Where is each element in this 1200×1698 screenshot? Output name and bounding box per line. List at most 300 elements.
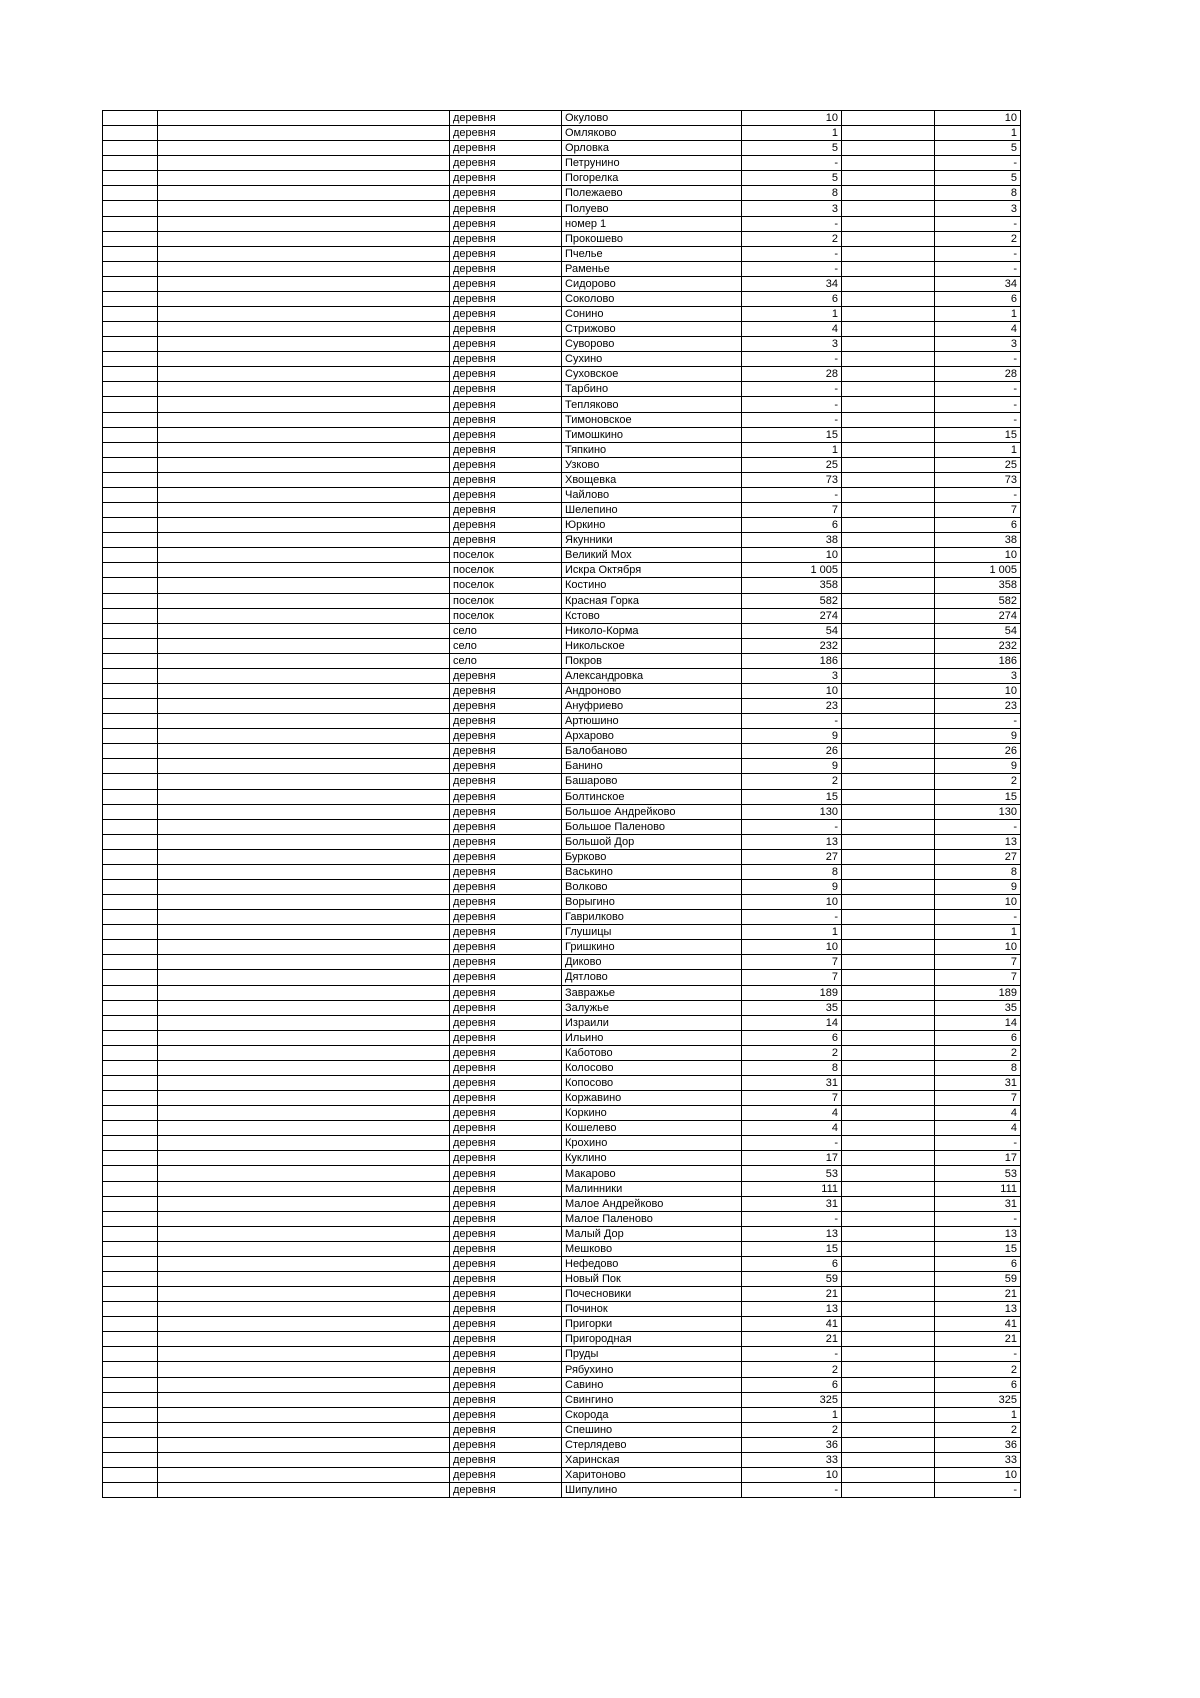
- table-row: [103, 412, 1021, 427]
- empty-cell-a: [103, 774, 158, 789]
- population-cell: 6: [742, 1030, 842, 1045]
- empty-cell-c: [842, 1332, 935, 1347]
- population-cell: -: [742, 216, 842, 231]
- population-cell: 6: [742, 518, 842, 533]
- empty-cell-a: [103, 879, 158, 894]
- population-total-cell: 4: [935, 1121, 1021, 1136]
- empty-cell-a: [103, 1045, 158, 1060]
- table-row: [103, 653, 1021, 668]
- settlement-name-cell: Тимоновское: [562, 412, 742, 427]
- settlement-name-cell: Ворыгино: [562, 895, 742, 910]
- settlement-name-cell: Пчелье: [562, 246, 742, 261]
- table-row: [103, 291, 1021, 306]
- empty-cell-a: [103, 729, 158, 744]
- population-cell: -: [742, 487, 842, 502]
- empty-cell-c: [842, 1377, 935, 1392]
- empty-cell-c: [842, 714, 935, 729]
- population-cell: -: [742, 352, 842, 367]
- settlement-name-cell: Тяпкино: [562, 442, 742, 457]
- table-row: [103, 864, 1021, 879]
- table-row: [103, 1060, 1021, 1075]
- empty-cell-c: [842, 216, 935, 231]
- empty-cell-a: [103, 397, 158, 412]
- settlement-name-cell: Бурково: [562, 849, 742, 864]
- empty-cell-b: [158, 1136, 450, 1151]
- settlement-type-cell: деревня: [450, 201, 562, 216]
- population-total-cell: 232: [935, 638, 1021, 653]
- population-total-cell: 6: [935, 1256, 1021, 1271]
- population-total-cell: 6: [935, 1030, 1021, 1045]
- table-row: [103, 623, 1021, 638]
- empty-cell-a: [103, 1091, 158, 1106]
- population-cell: 1: [742, 307, 842, 322]
- empty-cell-c: [842, 1211, 935, 1226]
- population-total-cell: 10: [935, 895, 1021, 910]
- empty-cell-c: [842, 774, 935, 789]
- empty-cell-a: [103, 457, 158, 472]
- empty-cell-a: [103, 307, 158, 322]
- population-cell: 8: [742, 186, 842, 201]
- population-total-cell: -: [935, 910, 1021, 925]
- table-row: [103, 246, 1021, 261]
- table-row: [103, 231, 1021, 246]
- empty-cell-c: [842, 623, 935, 638]
- empty-cell-b: [158, 1302, 450, 1317]
- population-total-cell: 130: [935, 804, 1021, 819]
- table-row: [103, 1272, 1021, 1287]
- settlement-type-cell: деревня: [450, 849, 562, 864]
- table-row: [103, 1091, 1021, 1106]
- empty-cell-b: [158, 1076, 450, 1091]
- table-row: [103, 1483, 1021, 1498]
- settlement-type-cell: деревня: [450, 1347, 562, 1362]
- population-cell: 2: [742, 1045, 842, 1060]
- population-total-cell: 34: [935, 276, 1021, 291]
- settlement-type-cell: деревня: [450, 683, 562, 698]
- settlement-type-cell: деревня: [450, 503, 562, 518]
- population-cell: 17: [742, 1151, 842, 1166]
- settlement-type-cell: деревня: [450, 518, 562, 533]
- settlement-name-cell: Крохино: [562, 1136, 742, 1151]
- population-total-cell: -: [935, 1347, 1021, 1362]
- empty-cell-c: [842, 1091, 935, 1106]
- table-row: [103, 940, 1021, 955]
- empty-cell-a: [103, 503, 158, 518]
- empty-cell-b: [158, 608, 450, 623]
- settlement-name-cell: Савино: [562, 1377, 742, 1392]
- population-cell: -: [742, 397, 842, 412]
- empty-cell-a: [103, 382, 158, 397]
- empty-cell-b: [158, 352, 450, 367]
- empty-cell-c: [842, 1076, 935, 1091]
- population-total-cell: 9: [935, 729, 1021, 744]
- settlement-type-cell: деревня: [450, 1000, 562, 1015]
- settlement-name-cell: Израили: [562, 1015, 742, 1030]
- empty-cell-b: [158, 427, 450, 442]
- empty-cell-a: [103, 533, 158, 548]
- table-row: [103, 397, 1021, 412]
- table-row: [103, 1136, 1021, 1151]
- settlement-type-cell: деревня: [450, 864, 562, 879]
- empty-cell-a: [103, 1226, 158, 1241]
- empty-cell-a: [103, 593, 158, 608]
- settlement-name-cell: Коржавино: [562, 1091, 742, 1106]
- settlement-name-cell: Балобаново: [562, 744, 742, 759]
- table-row: [103, 276, 1021, 291]
- settlement-name-cell: Малое Паленово: [562, 1211, 742, 1226]
- settlement-type-cell: деревня: [450, 186, 562, 201]
- empty-cell-c: [842, 955, 935, 970]
- empty-cell-b: [158, 638, 450, 653]
- empty-cell-a: [103, 789, 158, 804]
- table-row: [103, 216, 1021, 231]
- population-cell: 274: [742, 608, 842, 623]
- empty-cell-b: [158, 1091, 450, 1106]
- population-cell: 1: [742, 126, 842, 141]
- settlement-type-cell: деревня: [450, 171, 562, 186]
- settlement-name-cell: Починок: [562, 1302, 742, 1317]
- empty-cell-b: [158, 261, 450, 276]
- settlement-type-cell: деревня: [450, 141, 562, 156]
- population-total-cell: 54: [935, 623, 1021, 638]
- table-row: [103, 955, 1021, 970]
- table-row: [103, 759, 1021, 774]
- empty-cell-c: [842, 126, 935, 141]
- settlement-name-cell: Ильино: [562, 1030, 742, 1045]
- settlement-type-cell: деревня: [450, 231, 562, 246]
- settlement-type-cell: деревня: [450, 1211, 562, 1226]
- population-total-cell: -: [935, 1136, 1021, 1151]
- empty-cell-b: [158, 563, 450, 578]
- empty-cell-c: [842, 1256, 935, 1271]
- population-cell: 26: [742, 744, 842, 759]
- empty-cell-c: [842, 171, 935, 186]
- empty-cell-c: [842, 518, 935, 533]
- empty-cell-a: [103, 1181, 158, 1196]
- empty-cell-b: [158, 744, 450, 759]
- empty-cell-c: [842, 985, 935, 1000]
- population-total-cell: 2: [935, 231, 1021, 246]
- table-row: [103, 1256, 1021, 1271]
- population-total-cell: 9: [935, 879, 1021, 894]
- settlement-type-cell: деревня: [450, 1272, 562, 1287]
- population-total-cell: 33: [935, 1452, 1021, 1467]
- empty-cell-a: [103, 201, 158, 216]
- population-total-cell: -: [935, 216, 1021, 231]
- population-cell: 7: [742, 955, 842, 970]
- population-total-cell: 6: [935, 1377, 1021, 1392]
- population-cell: 41: [742, 1317, 842, 1332]
- population-total-cell: 8: [935, 1060, 1021, 1075]
- population-total-cell: -: [935, 487, 1021, 502]
- empty-cell-a: [103, 1136, 158, 1151]
- empty-cell-b: [158, 804, 450, 819]
- empty-cell-b: [158, 307, 450, 322]
- settlement-name-cell: Пригородная: [562, 1332, 742, 1347]
- empty-cell-a: [103, 1483, 158, 1498]
- empty-cell-c: [842, 608, 935, 623]
- settlement-name-cell: Копосово: [562, 1076, 742, 1091]
- empty-cell-a: [103, 246, 158, 261]
- empty-cell-a: [103, 1000, 158, 1015]
- settlement-name-cell: Скорода: [562, 1407, 742, 1422]
- empty-cell-a: [103, 895, 158, 910]
- settlement-name-cell: Банино: [562, 759, 742, 774]
- empty-cell-b: [158, 1045, 450, 1060]
- table-row: [103, 1332, 1021, 1347]
- empty-cell-a: [103, 1468, 158, 1483]
- table-row: [103, 879, 1021, 894]
- population-total-cell: 1: [935, 126, 1021, 141]
- empty-cell-b: [158, 910, 450, 925]
- population-cell: 10: [742, 548, 842, 563]
- settlement-type-cell: деревня: [450, 472, 562, 487]
- settlement-type-cell: деревня: [450, 1121, 562, 1136]
- empty-cell-c: [842, 1362, 935, 1377]
- empty-cell-b: [158, 699, 450, 714]
- settlement-type-cell: деревня: [450, 276, 562, 291]
- table-row: [103, 156, 1021, 171]
- empty-cell-a: [103, 1392, 158, 1407]
- empty-cell-c: [842, 563, 935, 578]
- empty-cell-c: [842, 1452, 935, 1467]
- empty-cell-a: [103, 970, 158, 985]
- empty-cell-c: [842, 1106, 935, 1121]
- population-total-cell: 14: [935, 1015, 1021, 1030]
- settlement-name-cell: Волково: [562, 879, 742, 894]
- table-row: [103, 518, 1021, 533]
- population-total-cell: 274: [935, 608, 1021, 623]
- empty-cell-b: [158, 774, 450, 789]
- empty-cell-c: [842, 1015, 935, 1030]
- population-total-cell: 2: [935, 774, 1021, 789]
- empty-cell-b: [158, 1015, 450, 1030]
- empty-cell-b: [158, 970, 450, 985]
- empty-cell-c: [842, 1000, 935, 1015]
- population-total-cell: 10: [935, 548, 1021, 563]
- table-row: [103, 487, 1021, 502]
- settlement-name-cell: Новый Пок: [562, 1272, 742, 1287]
- population-total-cell: -: [935, 382, 1021, 397]
- population-cell: 130: [742, 804, 842, 819]
- empty-cell-c: [842, 337, 935, 352]
- table-row: [103, 985, 1021, 1000]
- settlement-type-cell: деревня: [450, 261, 562, 276]
- settlement-type-cell: деревня: [450, 834, 562, 849]
- empty-cell-c: [842, 1272, 935, 1287]
- population-cell: 8: [742, 1060, 842, 1075]
- table-row: [103, 1121, 1021, 1136]
- table-row: [103, 1422, 1021, 1437]
- population-total-cell: -: [935, 156, 1021, 171]
- table-row: [103, 1076, 1021, 1091]
- empty-cell-a: [103, 156, 158, 171]
- settlement-name-cell: Шелепино: [562, 503, 742, 518]
- empty-cell-a: [103, 1272, 158, 1287]
- settlement-name-cell: Диково: [562, 955, 742, 970]
- settlement-name-cell: Малый Дор: [562, 1226, 742, 1241]
- settlement-type-cell: деревня: [450, 940, 562, 955]
- settlement-type-cell: деревня: [450, 126, 562, 141]
- empty-cell-a: [103, 955, 158, 970]
- population-cell: 15: [742, 1241, 842, 1256]
- settlement-type-cell: деревня: [450, 1091, 562, 1106]
- table-row: [103, 608, 1021, 623]
- empty-cell-b: [158, 337, 450, 352]
- table-row: [103, 1468, 1021, 1483]
- empty-cell-b: [158, 834, 450, 849]
- population-cell: -: [742, 1483, 842, 1498]
- empty-cell-c: [842, 1181, 935, 1196]
- empty-cell-b: [158, 940, 450, 955]
- table-row: [103, 714, 1021, 729]
- population-cell: 9: [742, 759, 842, 774]
- empty-cell-a: [103, 141, 158, 156]
- settlement-type-cell: деревня: [450, 1437, 562, 1452]
- settlement-type-cell: деревня: [450, 1422, 562, 1437]
- population-cell: 21: [742, 1287, 842, 1302]
- empty-cell-a: [103, 472, 158, 487]
- table-row: [103, 578, 1021, 593]
- table-row: [103, 729, 1021, 744]
- empty-cell-b: [158, 593, 450, 608]
- empty-cell-c: [842, 1287, 935, 1302]
- population-total-cell: 186: [935, 653, 1021, 668]
- population-total-cell: 25: [935, 457, 1021, 472]
- population-cell: 3: [742, 201, 842, 216]
- table-row: [103, 1347, 1021, 1362]
- settlement-name-cell: Колосово: [562, 1060, 742, 1075]
- empty-cell-a: [103, 1332, 158, 1347]
- population-total-cell: 10: [935, 940, 1021, 955]
- population-total-cell: -: [935, 261, 1021, 276]
- empty-cell-c: [842, 1483, 935, 1498]
- population-cell: 1 005: [742, 563, 842, 578]
- table-row: [103, 533, 1021, 548]
- empty-cell-b: [158, 879, 450, 894]
- population-cell: 59: [742, 1272, 842, 1287]
- empty-cell-c: [842, 940, 935, 955]
- settlement-name-cell: Сухино: [562, 352, 742, 367]
- settlement-name-cell: Большой Дор: [562, 834, 742, 849]
- empty-cell-b: [158, 186, 450, 201]
- settlement-name-cell: Петрунино: [562, 156, 742, 171]
- empty-cell-a: [103, 1030, 158, 1045]
- population-total-cell: -: [935, 1483, 1021, 1498]
- empty-cell-b: [158, 683, 450, 698]
- empty-cell-b: [158, 653, 450, 668]
- empty-cell-b: [158, 1241, 450, 1256]
- empty-cell-b: [158, 1256, 450, 1271]
- settlement-type-cell: деревня: [450, 714, 562, 729]
- settlement-name-cell: Хвощевка: [562, 472, 742, 487]
- empty-cell-a: [103, 1151, 158, 1166]
- population-cell: 28: [742, 367, 842, 382]
- settlement-type-cell: поселок: [450, 593, 562, 608]
- population-total-cell: 27: [935, 849, 1021, 864]
- settlement-name-cell: Раменье: [562, 261, 742, 276]
- settlement-type-cell: село: [450, 638, 562, 653]
- empty-cell-a: [103, 1076, 158, 1091]
- population-total-cell: 325: [935, 1392, 1021, 1407]
- empty-cell-c: [842, 186, 935, 201]
- empty-cell-c: [842, 307, 935, 322]
- table-row: [103, 925, 1021, 940]
- settlement-type-cell: деревня: [450, 789, 562, 804]
- table-row: [103, 895, 1021, 910]
- settlement-name-cell: Великий Мох: [562, 548, 742, 563]
- population-total-cell: 3: [935, 668, 1021, 683]
- population-cell: 23: [742, 699, 842, 714]
- empty-cell-a: [103, 1166, 158, 1181]
- empty-cell-a: [103, 804, 158, 819]
- empty-cell-a: [103, 487, 158, 502]
- population-total-cell: 1 005: [935, 563, 1021, 578]
- empty-cell-a: [103, 1347, 158, 1362]
- settlement-type-cell: деревня: [450, 879, 562, 894]
- settlement-name-cell: Андроново: [562, 683, 742, 698]
- population-cell: -: [742, 156, 842, 171]
- empty-cell-a: [103, 834, 158, 849]
- empty-cell-c: [842, 1060, 935, 1075]
- empty-cell-c: [842, 1317, 935, 1332]
- population-total-cell: 3: [935, 201, 1021, 216]
- table-row: [103, 563, 1021, 578]
- settlement-type-cell: деревня: [450, 729, 562, 744]
- empty-cell-c: [842, 1347, 935, 1362]
- population-cell: -: [742, 1136, 842, 1151]
- table-row: [103, 774, 1021, 789]
- empty-cell-c: [842, 141, 935, 156]
- settlement-name-cell: Покров: [562, 653, 742, 668]
- empty-cell-c: [842, 442, 935, 457]
- table-row: [103, 1241, 1021, 1256]
- table-row: [103, 141, 1021, 156]
- settlement-type-cell: деревня: [450, 1287, 562, 1302]
- table-row: [103, 1377, 1021, 1392]
- empty-cell-b: [158, 291, 450, 306]
- settlement-type-cell: деревня: [450, 985, 562, 1000]
- settlement-type-cell: деревня: [450, 1452, 562, 1467]
- settlement-type-cell: село: [450, 653, 562, 668]
- population-total-cell: 8: [935, 186, 1021, 201]
- empty-cell-b: [158, 397, 450, 412]
- empty-cell-a: [103, 1196, 158, 1211]
- empty-cell-a: [103, 1060, 158, 1075]
- population-cell: 3: [742, 668, 842, 683]
- table-row: [103, 322, 1021, 337]
- settlement-name-cell: Коркино: [562, 1106, 742, 1121]
- empty-cell-a: [103, 276, 158, 291]
- settlement-name-cell: Залужье: [562, 1000, 742, 1015]
- empty-cell-a: [103, 925, 158, 940]
- settlement-name-cell: Харинская: [562, 1452, 742, 1467]
- empty-cell-b: [158, 623, 450, 638]
- empty-cell-a: [103, 1121, 158, 1136]
- empty-cell-b: [158, 1030, 450, 1045]
- empty-cell-a: [103, 412, 158, 427]
- empty-cell-c: [842, 231, 935, 246]
- empty-cell-a: [103, 427, 158, 442]
- settlement-name-cell: Малинники: [562, 1181, 742, 1196]
- empty-cell-c: [842, 789, 935, 804]
- empty-cell-b: [158, 231, 450, 246]
- table-row: [103, 1437, 1021, 1452]
- empty-cell-b: [158, 985, 450, 1000]
- empty-cell-a: [103, 1015, 158, 1030]
- population-total-cell: 31: [935, 1196, 1021, 1211]
- population-cell: 10: [742, 1468, 842, 1483]
